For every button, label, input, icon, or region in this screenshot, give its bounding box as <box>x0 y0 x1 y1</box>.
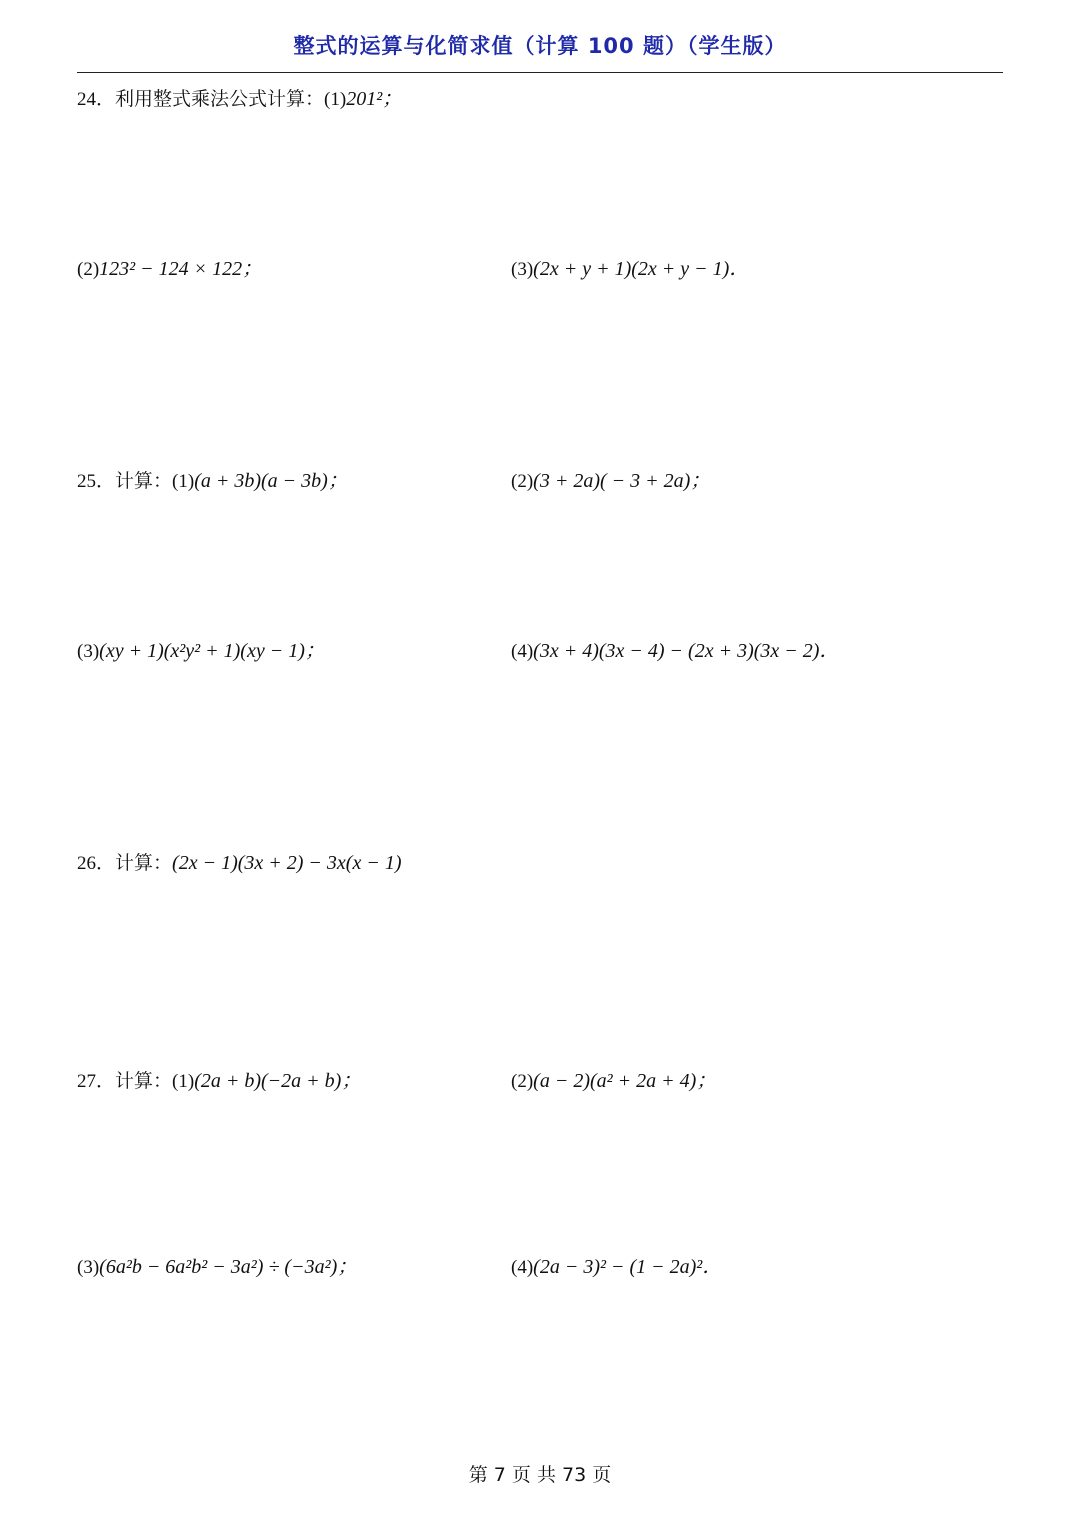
problem-number: 27． <box>77 1071 116 1092</box>
problem-expression: (a − 2)(a² + 2a + 4)； <box>533 1070 717 1092</box>
problem-25-3-line <box>77 638 325 665</box>
problem-lead: 计算： <box>115 852 173 874</box>
problem-25-2-line <box>511 468 710 495</box>
problem-part-label: (3) <box>77 1257 100 1278</box>
page-header-title: 整式的运算与化简求值（计算 100 题）（学生版） <box>293 34 787 58</box>
problem-expression: (xy + 1)(x²y² + 1)(xy − 1)； <box>99 640 325 662</box>
problem-lead: 计算： <box>115 1070 173 1092</box>
problem-part-label: (2) <box>77 259 100 280</box>
problem-number: 24． <box>77 89 116 110</box>
problem-24-line <box>77 86 402 113</box>
problem-expression: (2x − 1)(3x + 2) − 3x(x − 1) <box>172 852 402 874</box>
problem-part-label: (1) <box>172 471 195 492</box>
problem-26-line <box>77 850 401 877</box>
problem-expression: (3 + 2a)( − 3 + 2a)； <box>533 470 711 492</box>
problem-part-label: (1) <box>172 1071 195 1092</box>
page-footer: 第 7 页 共 73 页 <box>468 1464 612 1486</box>
problem-expression: (2x + y + 1)(2x + y − 1)． <box>533 258 750 280</box>
problem-24-2-line <box>77 256 262 283</box>
problem-27-2-line <box>511 1068 716 1095</box>
problem-27-3-line <box>77 1254 357 1281</box>
problem-24-3-line <box>511 256 749 283</box>
problem-part-label: (4) <box>511 1257 534 1278</box>
problem-expression: (6a²b − 6a²b² − 3a²) ÷ (−3a²)； <box>99 1256 358 1278</box>
problem-part-label: (2) <box>511 471 534 492</box>
problem-part-label: (3) <box>511 259 534 280</box>
problem-expression: (2a − 3)² − (1 − 2a)²． <box>533 1256 723 1278</box>
problem-part-label: (4) <box>511 641 534 662</box>
problem-lead: 利用整式乘法公式计算： <box>115 88 325 110</box>
problem-expression: (a + 3b)(a − 3b)； <box>194 470 348 492</box>
problem-part-label: (1) <box>324 89 347 110</box>
problem-part-label: (2) <box>511 1071 534 1092</box>
problem-number: 25． <box>77 471 116 492</box>
problem-25-line <box>77 468 348 495</box>
problem-expression: (2a + b)(−2a + b)； <box>194 1070 362 1092</box>
header-divider <box>77 72 1003 73</box>
problem-expression: 123² − 124 × 122； <box>99 258 263 280</box>
problem-part-label: (3) <box>77 641 100 662</box>
problem-expression: 201²； <box>346 88 403 110</box>
problem-expression: (3x + 4)(3x − 4) − (2x + 3)(3x − 2)． <box>533 640 840 662</box>
problem-lead: 计算： <box>115 470 173 492</box>
problem-number: 26． <box>77 853 116 874</box>
problem-27-4-line <box>511 1254 722 1281</box>
problem-27-line <box>77 1068 361 1095</box>
problem-25-4-line <box>511 638 839 665</box>
